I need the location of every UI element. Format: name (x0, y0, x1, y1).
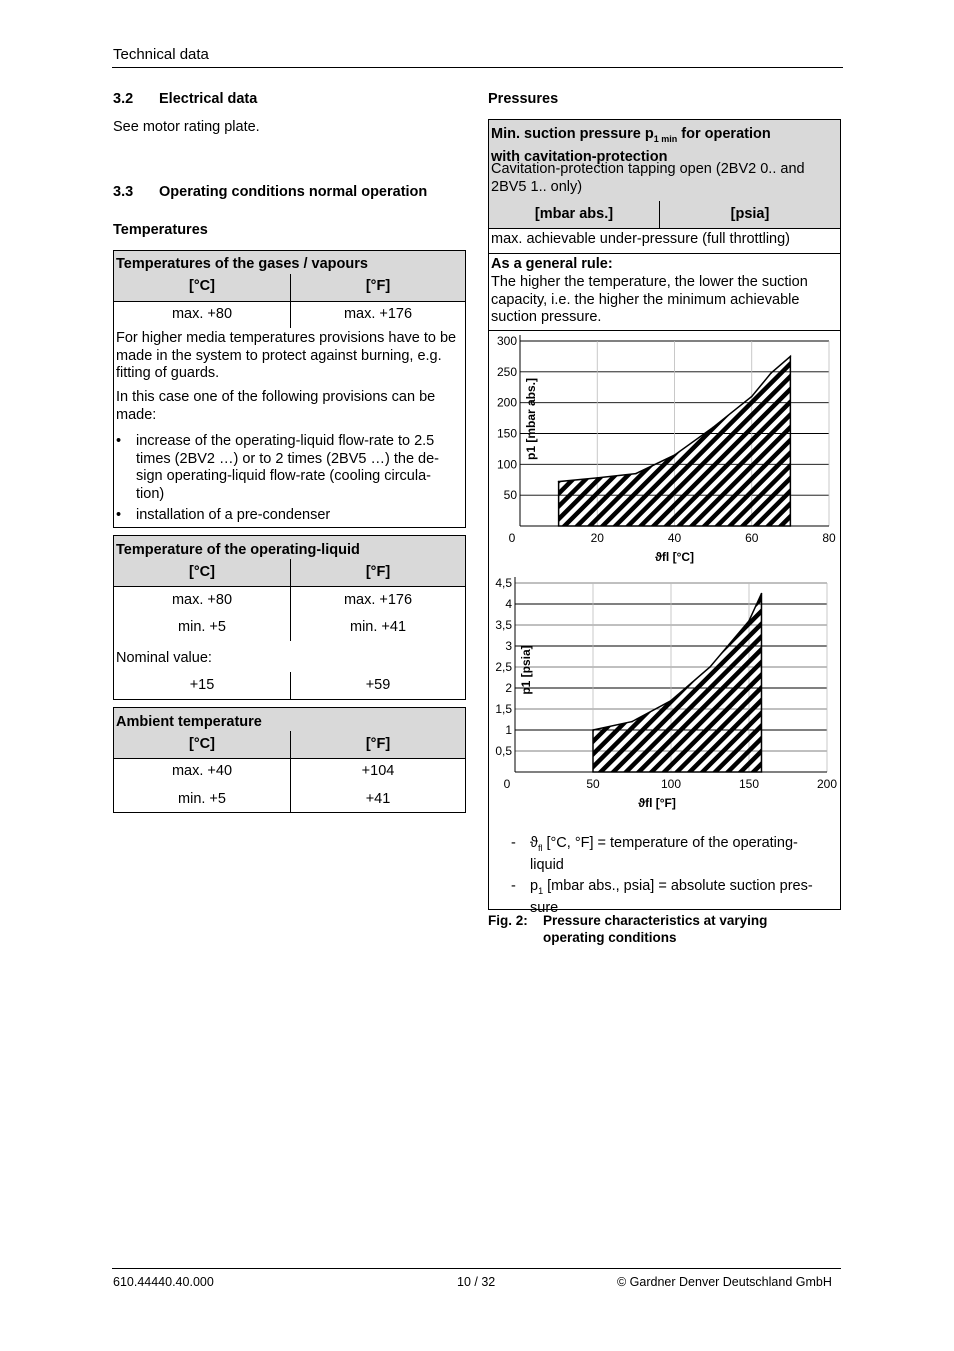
col-fahrenheit-header: [°F] (365, 736, 391, 752)
y-tick-label: 3 (505, 639, 512, 653)
y-tick-label: 2,5 (495, 660, 512, 674)
section-title: Electrical data (159, 91, 258, 107)
col-mbar-header: [mbar abs.] (534, 206, 614, 222)
running-header: Technical data (113, 46, 209, 63)
y-tick-label: 1,5 (495, 702, 512, 716)
data-point (558, 481, 560, 483)
section-3-3-heading (113, 184, 427, 200)
title-part: Min. suction pressure p (491, 126, 654, 142)
nominal-fahrenheit: +59 (365, 677, 391, 693)
legend-symbol: ϑ (530, 835, 538, 851)
section-number: 3.2 (113, 91, 134, 107)
y-tick-label: 2 (505, 681, 512, 695)
data-point (748, 620, 750, 622)
y-tick-label: 50 (503, 488, 517, 503)
x-tick-label: 0 (503, 777, 511, 791)
col-fahrenheit-header: [°F] (365, 278, 391, 294)
y-tick-label: 250 (496, 364, 517, 379)
x-axis-label: ϑfl [°C] (654, 550, 695, 564)
liquid-min-fahrenheit: min. +41 (349, 619, 407, 635)
y-axis-label: p1 [psia] (519, 645, 533, 695)
ambient-max-celsius: max. +40 (171, 763, 233, 779)
y-tick-label: 200 (496, 395, 517, 410)
legend-subscript: fl (537, 842, 543, 853)
x-tick-label: 40 (667, 531, 682, 545)
row-divider (489, 253, 840, 254)
footer-rule (112, 1268, 841, 1269)
data-point (790, 356, 792, 358)
x-tick-label: 200 (816, 777, 838, 791)
y-tick-label: 0,5 (495, 744, 512, 758)
electrical-text: See motor rating plate. (113, 119, 260, 135)
data-point (751, 396, 753, 398)
data-point (670, 700, 672, 702)
x-tick-label: 80 (822, 531, 836, 545)
col-psia-header: [psia] (730, 206, 770, 222)
temperatures-heading: Temperatures (113, 222, 208, 238)
section-title: Operating conditions normal operation (159, 184, 428, 200)
legend-item (511, 835, 816, 874)
legend-symbol: p (530, 877, 539, 894)
gases-note-1: For higher media temperatures provisions have to be made in the system to protect against burning, e.g. fitting of guards. (116, 330, 457, 381)
pressure-chart-fahrenheit (489, 575, 840, 815)
title-part: for operation (677, 126, 771, 142)
y-tick-label: 3,5 (495, 618, 512, 632)
y-axis-label: p1 [mbar abs.] (524, 377, 538, 461)
ambient-table (113, 707, 466, 813)
data-point (712, 427, 714, 429)
ambient-table-title: Ambient temperature (116, 714, 262, 730)
ambient-max-fahrenheit: +104 (361, 763, 395, 779)
nominal-celsius: +15 (189, 677, 215, 693)
data-point (674, 454, 676, 456)
gases-max-fahrenheit: max. +176 (343, 306, 413, 322)
data-point (770, 372, 772, 374)
col-celsius-header: [°C] (189, 278, 215, 294)
cavitation-text: Cavitation-protection tapping open (2BV2 0.. and 2BV5 1.. only) (491, 161, 805, 195)
legend-text: [°C, °F] = temperature of the operating-liquid (530, 835, 798, 873)
title-subscript: 1 min (653, 133, 678, 144)
copyright: © Gardner Denver Deutschland GmbH (617, 1275, 832, 1289)
legend-item (511, 878, 816, 917)
ambient-min-fahrenheit: +41 (365, 791, 391, 807)
data-point (709, 666, 711, 668)
data-point (631, 721, 633, 723)
x-tick-label: 0 (508, 531, 516, 545)
y-tick-label: 4 (505, 597, 512, 611)
y-tick-label: 4,5 (495, 576, 512, 590)
header-rule (112, 67, 843, 68)
nominal-label: Nominal value: (116, 650, 212, 666)
document-number: 610.44440.40.000 (113, 1275, 214, 1289)
data-point (635, 473, 637, 475)
figure-caption: Pressure characteristics at varying operating conditions (543, 913, 768, 945)
provisions-list (114, 433, 459, 525)
ambient-min-celsius: min. +5 (178, 791, 226, 807)
pressures-box-title (491, 125, 771, 166)
page-number: 10 / 32 (457, 1275, 496, 1289)
figure-label: Fig. 2: (488, 913, 528, 928)
pressure-area (593, 594, 761, 773)
list-item: • increase of the operating-liquid flow-rate to 2.5 times (2BV2 …) or to 2 times (2BV5 …) the de-sign operating-liquid flow-rate (cooling circula-tion) (114, 433, 459, 503)
gases-max-celsius: max. +80 (171, 306, 233, 322)
legend-subscript: 1 (538, 885, 544, 896)
y-tick-label: 300 (496, 334, 517, 348)
section-3-2-heading (113, 91, 257, 107)
data-point (761, 593, 763, 595)
liquid-max-celsius: max. +80 (171, 592, 233, 608)
y-tick-label: 100 (496, 457, 517, 472)
x-tick-label: 20 (590, 531, 604, 545)
gases-table (113, 250, 466, 528)
max-underpressure-row: max. achievable under-pressure (full throttling) (491, 231, 790, 247)
x-tick-label: 50 (586, 777, 600, 791)
col-fahrenheit-header: [°F] (365, 564, 391, 580)
gases-table-title: Temperatures of the gases / vapours (116, 256, 368, 272)
liquid-table-title: Temperature of the operating-liquid (116, 542, 360, 558)
section-number: 3.3 (113, 184, 134, 200)
x-tick-label: 150 (738, 777, 760, 791)
y-tick-label: 150 (496, 426, 517, 441)
general-rule-title: As a general rule: (491, 256, 613, 272)
liquid-min-celsius: min. +5 (178, 619, 226, 635)
gases-note-2: In this case one of the following provisions can be made: (116, 389, 436, 423)
title-part: with cavitation-protection (491, 148, 668, 165)
x-tick-label: 60 (745, 531, 759, 545)
general-rule-text: The higher the temperature, the lower the suction capacity, i.e. the higher the minimum achievable suction pressure. (491, 274, 808, 325)
operating-liquid-table (113, 535, 466, 700)
pressures-heading: Pressures (488, 91, 559, 107)
y-tick-label: 1 (505, 723, 512, 737)
x-tick-label: 100 (660, 777, 682, 791)
liquid-max-fahrenheit: max. +176 (343, 592, 413, 608)
col-celsius-header: [°C] (189, 564, 215, 580)
legend-list (511, 835, 816, 921)
x-axis-label: ϑfl [°F] (638, 796, 676, 810)
pressure-chart-celsius (489, 331, 840, 573)
col-celsius-header: [°C] (189, 736, 215, 752)
data-point (596, 477, 598, 479)
list-item: • installation of a pre-condenser (114, 507, 459, 525)
legend-text: [mbar abs., psia] = absolute suction pres-sure (530, 877, 813, 916)
data-point (592, 729, 594, 731)
